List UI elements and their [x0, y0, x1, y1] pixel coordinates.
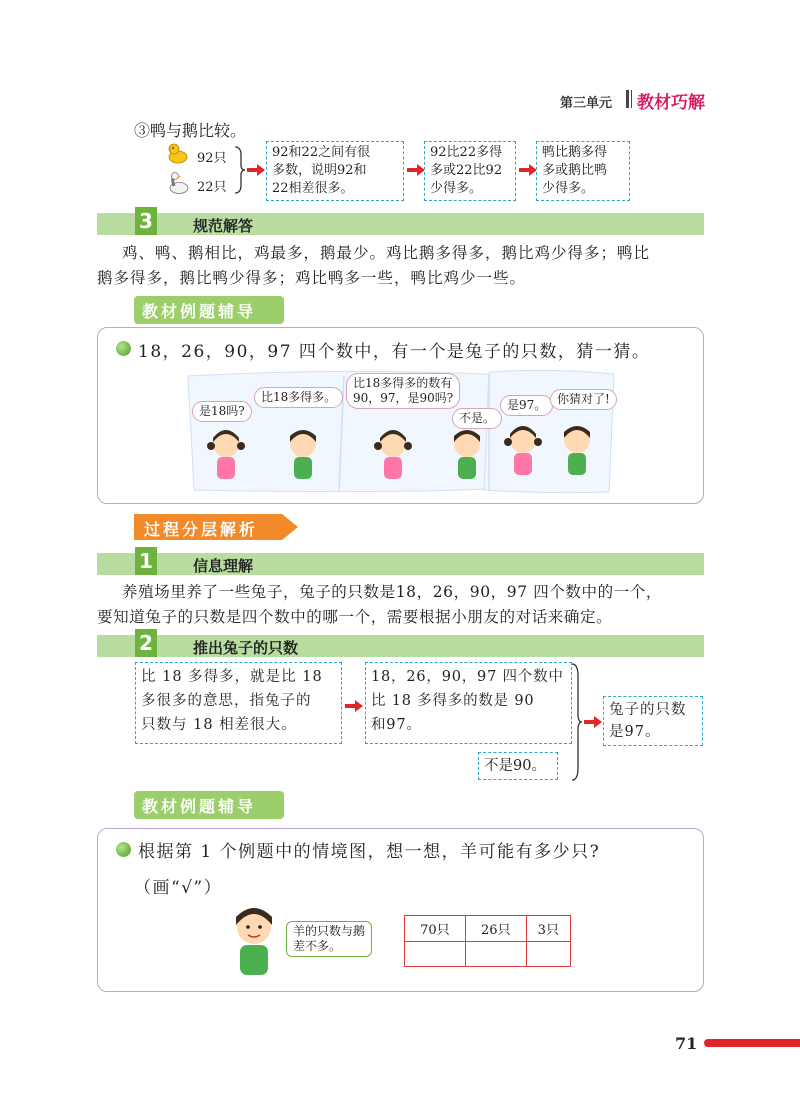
table-header-cell: 70只	[405, 916, 466, 942]
compare-box-3: 鸭比鹅多得 多或鹅比鸭 少得多。	[536, 141, 630, 201]
arrow-right-icon	[345, 700, 363, 712]
goose-count: 22只	[197, 180, 227, 195]
brace-icon	[570, 662, 584, 782]
speech-bubble: 比18多得多。	[254, 387, 343, 408]
arrow-right-icon	[519, 164, 537, 176]
section-title: 推出兔子的只数	[193, 639, 299, 657]
bullet-dot-icon	[116, 341, 131, 356]
section-bar	[97, 213, 704, 235]
speech-bubble: 是97。	[500, 395, 553, 416]
analysis-banner: 过程分层解析	[144, 520, 259, 539]
speech-bubble: 比18多得多的数有 90，97，是90吗?	[346, 373, 460, 409]
answer-table	[404, 915, 571, 967]
boy-character	[282, 428, 324, 486]
compare-heading: ③鸭与鹅比较。	[134, 121, 247, 140]
arrow-right-icon	[407, 164, 425, 176]
arrow-right-icon	[584, 716, 602, 728]
unit-label: 第三单元	[560, 96, 613, 111]
section-number: 1	[135, 547, 157, 575]
girl-character	[502, 424, 544, 482]
section-number: 3	[135, 207, 157, 235]
answer-cell[interactable]	[465, 941, 526, 967]
boy-character	[446, 428, 488, 486]
example-banner: 教材例题辅导	[142, 302, 257, 321]
header-divider-thin	[631, 90, 632, 108]
bullet-dot-icon	[116, 842, 131, 857]
duck-count: 92只	[197, 151, 227, 166]
section-title: 规范解答	[193, 217, 254, 235]
example-question-hint: （画“√”）	[134, 878, 223, 898]
header-title: 教材巧解	[637, 93, 705, 113]
speech-bubble: 羊的只数与鹅 差不多。	[286, 921, 372, 957]
section-title: 信息理解	[193, 557, 254, 575]
section-bar	[97, 553, 704, 575]
boy-character	[556, 424, 598, 482]
girl-character	[205, 428, 247, 486]
page-number: 71	[675, 1034, 698, 1053]
reasoning-box-3: 不是90。	[478, 752, 558, 780]
page-number-bar	[704, 1039, 800, 1047]
arrow-right-icon	[247, 164, 265, 176]
speech-bubble: 你猜对了!	[550, 389, 617, 410]
answer-cell[interactable]	[405, 941, 466, 967]
compare-box-1: 92和22之间有很 多数，说明92和 22相差很多。	[266, 141, 404, 201]
table-header-cell: 26只	[465, 916, 526, 942]
reasoning-box-2: 18，26，90，97 四个数中 比 18 多得多的数是 90 和97。	[365, 662, 572, 744]
speech-bubble: 不是。	[452, 408, 502, 429]
reasoning-box-result: 兔子的只数 是97。	[603, 696, 703, 746]
info-line-2: 要知道兔子的只数是四个数中的哪一个，需要根据小朋友的对话来确定。	[97, 608, 613, 626]
goose-icon	[166, 171, 190, 195]
answer-line-2: 鹅多得多，鹅比鸭少得多；鸡比鸭多一些，鸭比鸡少一些。	[97, 269, 527, 287]
duck-icon	[166, 141, 190, 165]
section-bar	[97, 635, 704, 657]
info-line-1: 养殖场里养了一些兔子，兔子的只数是18，26，90，97 四个数中的一个，	[122, 583, 663, 601]
example-question: 根据第 1 个例题中的情境图，想一想，羊可能有多少只?	[138, 842, 601, 862]
brace-icon	[233, 145, 247, 195]
section-number: 2	[135, 629, 157, 657]
answer-line-1: 鸡、鸭、鹅相比，鸡最多，鹅最少。鸡比鹅多得多，鹅比鸡少得多；鸭比	[122, 244, 651, 262]
reasoning-box-1: 比 18 多得多，就是比 18 多很多的意思，指兔子的 只数与 18 相差很大。	[135, 662, 342, 744]
compare-box-2: 92比22多得 多或22比92 少得多。	[424, 141, 516, 201]
example-question: 18，26，90，97 四个数中，有一个是兔子的只数，猜一猜。	[138, 342, 651, 362]
girl-character	[372, 428, 414, 486]
header-divider	[626, 90, 629, 108]
boy-character	[224, 905, 284, 985]
answer-cell[interactable]	[526, 941, 570, 967]
table-header-cell: 3只	[526, 916, 570, 942]
example-banner: 教材例题辅导	[142, 797, 257, 816]
speech-bubble: 是18吗?	[192, 401, 252, 422]
